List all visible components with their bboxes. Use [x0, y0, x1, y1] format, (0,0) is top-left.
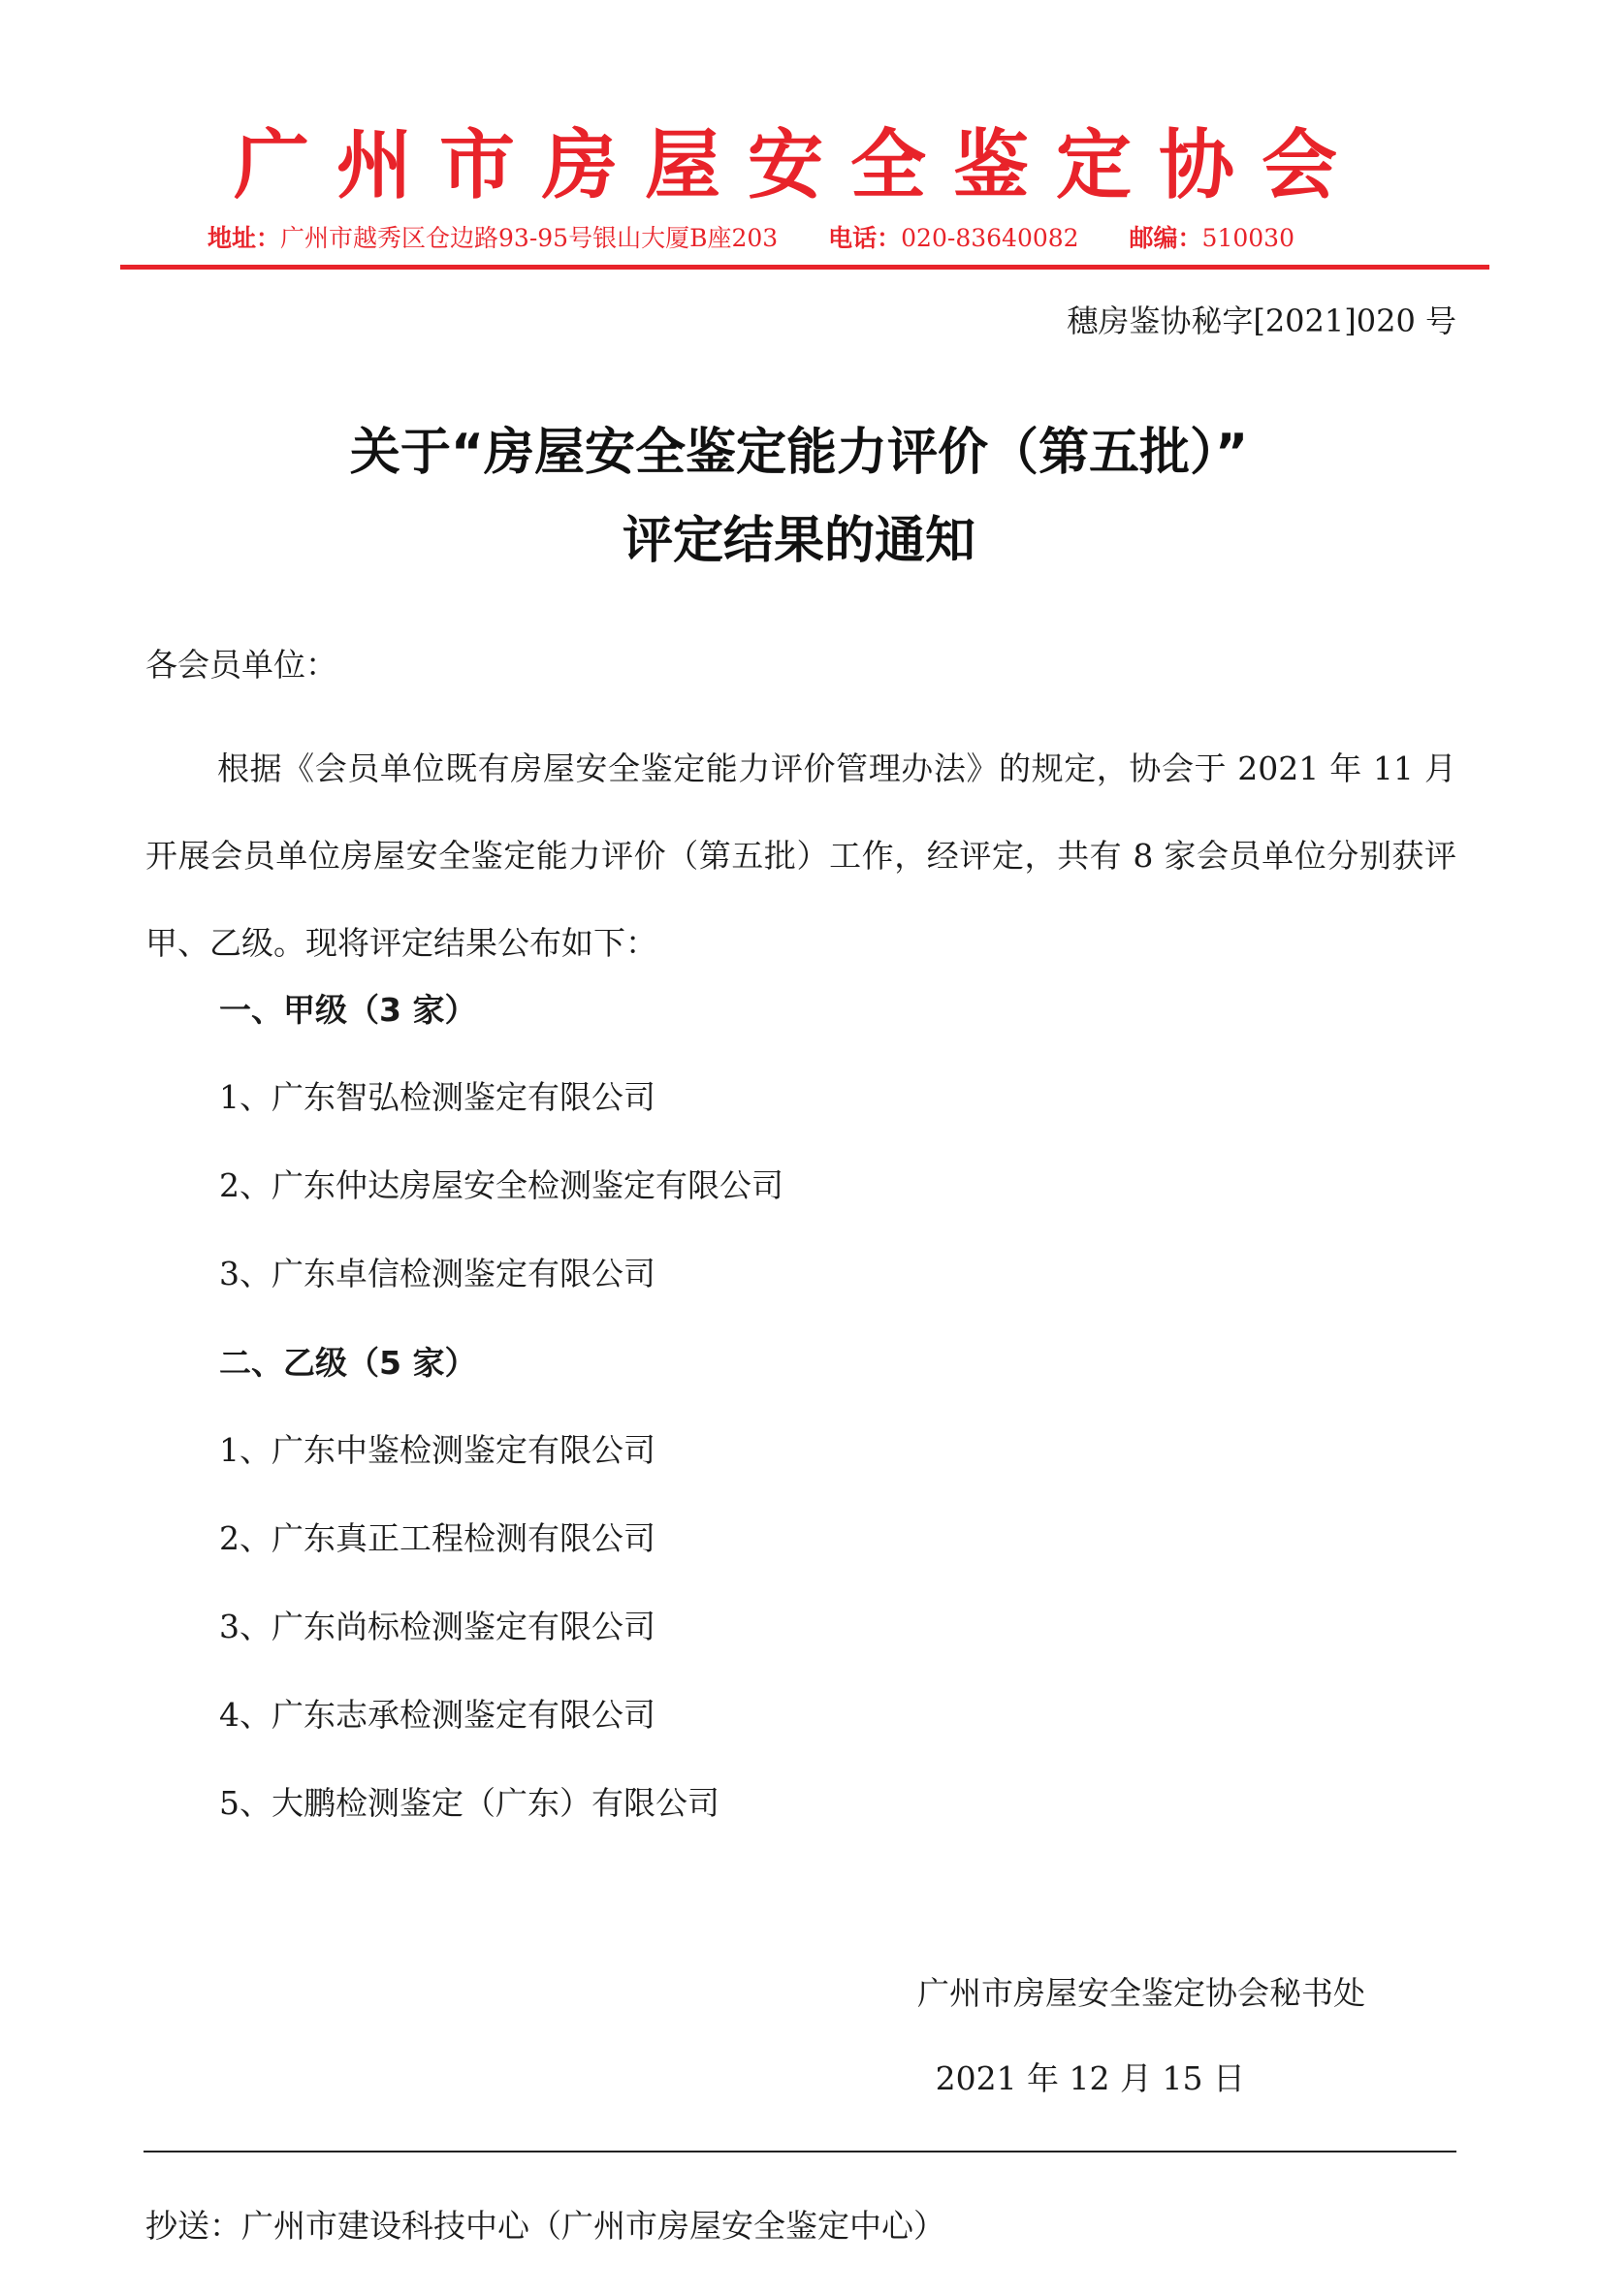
list-item: 4、广东志承检测鉴定有限公司 [219, 1696, 655, 1734]
letterhead-contact-info [208, 219, 1429, 254]
phone-label: 电话： [828, 224, 902, 252]
document-title-line-1: 关于“房屋安全鉴定能力评价（第五批）” [349, 424, 1249, 482]
list-item: 2、广东仲达房屋安全检测鉴定有限公司 [219, 1166, 783, 1204]
list-item: 3、广东卓信检测鉴定有限公司 [219, 1255, 655, 1292]
document-number: 穗房鉴协秘字[2021]020 号 [1067, 303, 1456, 339]
address-label: 地址： [208, 224, 281, 252]
signature-org: 广州市房屋安全鉴定协会秘书处 [917, 1974, 1365, 2012]
section-heading-grade-a: 一、甲级（3 家） [219, 991, 477, 1029]
salutation: 各会员单位： [145, 646, 337, 684]
list-item: 1、广东智弘检测鉴定有限公司 [219, 1078, 655, 1116]
postcode-label: 邮编： [1129, 224, 1202, 252]
list-item: 3、广东尚标检测鉴定有限公司 [219, 1608, 655, 1645]
phone-value: 020-83640082 [901, 224, 1079, 252]
address-value: 广州市越秀区仓边路93-95号银山大厦B座203 [280, 224, 779, 252]
list-item: 5、大鹏检测鉴定（广东）有限公司 [219, 1784, 719, 1822]
signature-date: 2021 年 12 月 15 日 [935, 2059, 1245, 2097]
section-heading-grade-b: 二、乙级（5 家） [219, 1344, 477, 1382]
document-title-line-2: 评定结果的通知 [622, 512, 975, 570]
body-paragraph: 根据《会员单位既有房屋安全鉴定能力评价管理办法》的规定，协会于 2021 年 11 月开展会员单位房屋安全鉴定能力评价（第五批）工作，经评定，共有 8 家会员单位分别获评甲、乙级。现将评定结果公布如下： [145, 749, 1456, 962]
list-item: 2、广东真正工程检测有限公司 [219, 1519, 655, 1557]
list-item: 1、广东中鉴检测鉴定有限公司 [219, 1431, 655, 1469]
letterhead-divider [120, 265, 1489, 270]
cc-line: 抄送：广州市建设科技中心（广州市房屋安全鉴定中心） [145, 2207, 945, 2245]
letterhead-org-name: 广州市房屋安全鉴定协会 [233, 121, 1364, 209]
footer-divider [144, 2151, 1456, 2152]
postcode-value: 510030 [1201, 224, 1294, 252]
